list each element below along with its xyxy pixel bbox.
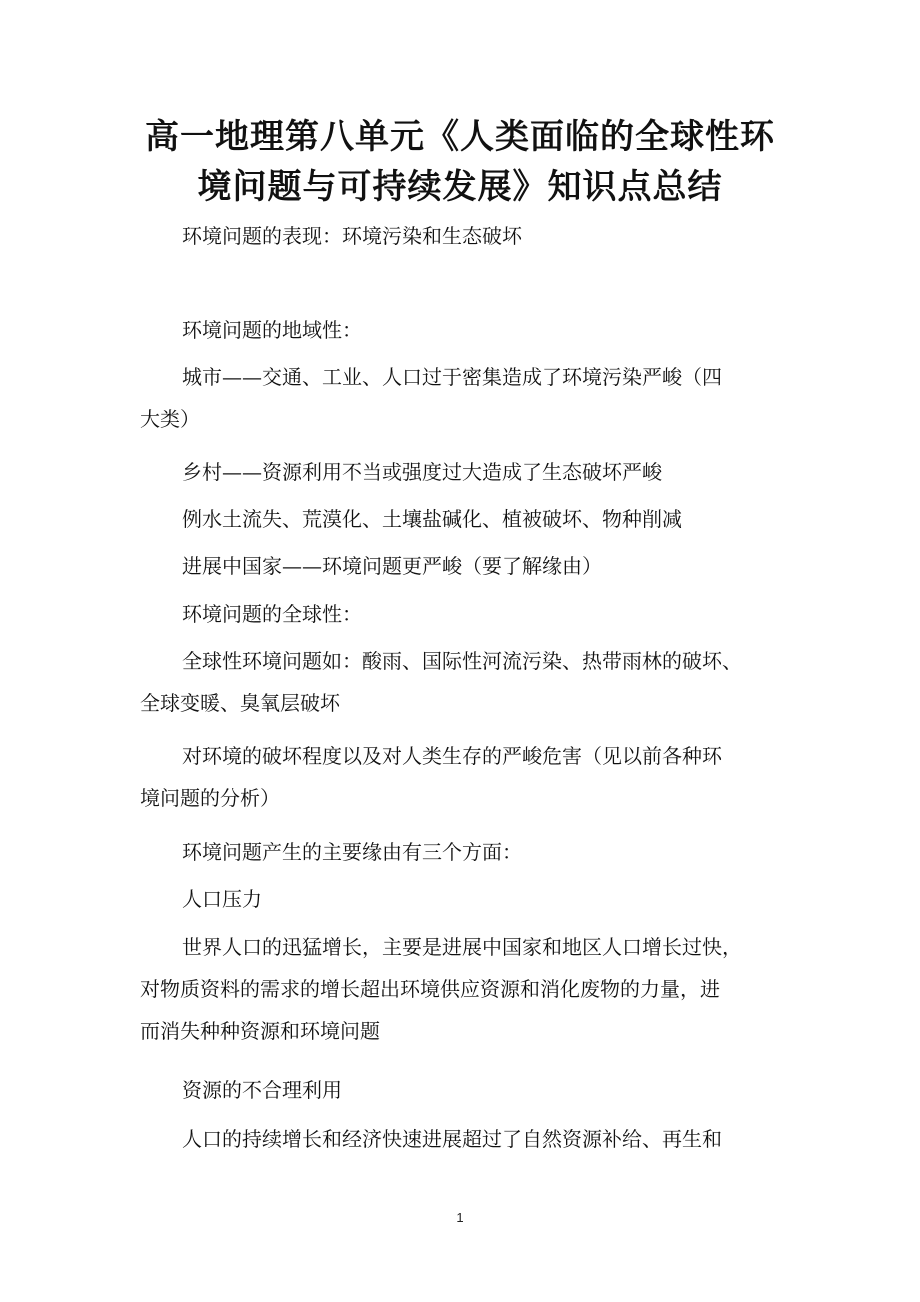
paragraph: [140, 545, 790, 587]
paragraph: [140, 735, 790, 819]
paragraph: [140, 498, 790, 540]
paragraph: [140, 1118, 790, 1160]
title-line: 高一地理第八单元《人类面临的全球性环: [145, 117, 775, 157]
paragraph-line: 境问题的分析）: [140, 786, 280, 810]
paragraph-line: 进展中国家——环境问题更严峻（要了解缘由）: [182, 554, 602, 578]
paragraph-line: 人口的持续增长和经济快速进展超过了自然资源补给、再生和: [182, 1127, 722, 1151]
paragraph: [140, 215, 790, 257]
paragraph: [140, 878, 790, 920]
paragraph-line: 乡村——资源利用不当或强度过大造成了生态破坏严峻: [182, 460, 662, 484]
paragraph-line: 环境问题的表现：环境污染和生态破坏: [182, 224, 522, 248]
paragraph-line: 环境问题产生的主要缘由有三个方面：: [182, 840, 522, 864]
paragraph: [140, 451, 790, 493]
paragraph: [140, 356, 790, 440]
paragraph-line: 对环境的破坏程度以及对人类生存的严峻危害（见以前各种环: [182, 744, 722, 768]
paragraph-line: 人口压力: [182, 887, 262, 911]
paragraph-line: 全球性环境问题如：酸雨、国际性河流污染、热带雨林的破坏、: [182, 649, 742, 673]
paragraph-line: 全球变暖、臭氧层破坏: [140, 691, 340, 715]
paragraph: [140, 926, 790, 1052]
paragraph-line: 对物质资料的需求的增长超出环境供应资源和消化废物的力量，进: [140, 977, 720, 1001]
paragraph: [140, 309, 790, 351]
page-number: 1: [456, 1210, 464, 1225]
paragraph-line: 环境问题的地域性：: [182, 318, 362, 342]
paragraph: [140, 640, 790, 724]
paragraph-line: 而消失种种资源和环境问题: [140, 1019, 380, 1043]
paragraph: [140, 593, 790, 635]
document-title: [140, 112, 780, 212]
paragraph-line: 城市——交通、工业、人口过于密集造成了环境污染严峻（四: [182, 365, 722, 389]
paragraph-line: 世界人口的迅猛增长，主要是进展中国家和地区人口增长过快，: [182, 935, 742, 959]
paragraph: [140, 831, 790, 873]
paragraph-line: 大类）: [140, 407, 200, 431]
paragraph-line: 环境问题的全球性：: [182, 602, 362, 626]
paragraph-line: 资源的不合理利用: [182, 1078, 342, 1102]
title-line: 境问题与可持续发展》知识点总结: [197, 167, 723, 207]
paragraph: [140, 1069, 790, 1111]
paragraph-line: 例水土流失、荒漠化、土壤盐碱化、植被破坏、物种削减: [182, 507, 682, 531]
